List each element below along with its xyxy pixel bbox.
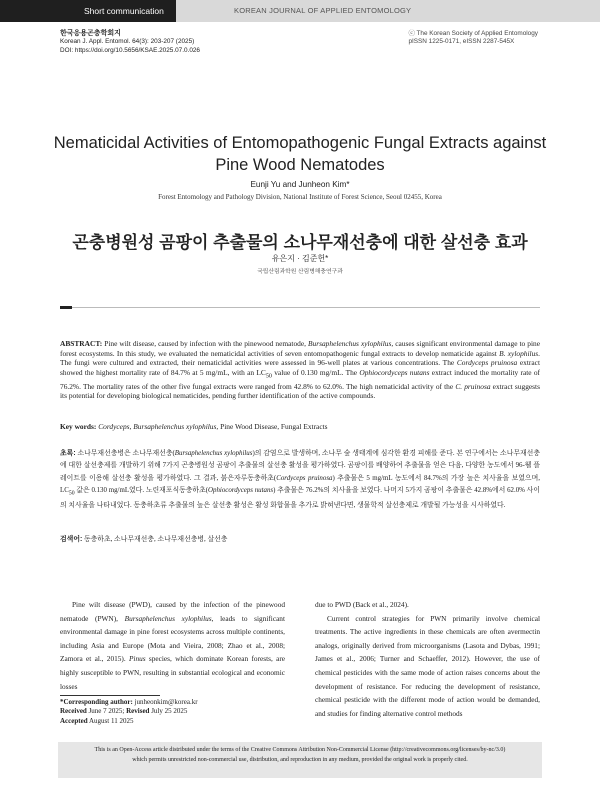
abstract-ko-species: Bursaphelenchus xylophilus <box>174 450 253 457</box>
body-text: species, which dominate Korean forests, are highly susceptible to PWN, resulting in substantial ecological and economic losses <box>60 654 285 691</box>
body-text: , leads to significant environmental damage in pine forest ecosystems across multiple continents, including Asia and Europe (Mota and Vieira, 2008; Zhao et al., 2008; Zamora et al., 2015). <box>60 613 285 664</box>
abstract-ko-text: )의 감염으로 발생하며, 소나무 숲 생태계에 심각한 환경 피해를 준다. 본 연구에서는 소나무재선충에 대한 살선충제를 개발하기 위해 7가지 곤충병원성 곰팡이 추출물의 살선충 활성을 평가하였다. 곰팡이를 배양하여 추출물을 얻은 다음, 다양한 농도에서 96-웰 플레이트를 이용해 살선충 활성을 평가하였다. 그 결과, 붉은자루동충하초( <box>60 450 540 482</box>
abstract-en <box>60 339 540 401</box>
received-label: Received <box>60 707 87 716</box>
authors-en: Eunji Yu and Junheon Kim* <box>250 180 350 189</box>
body-paragraph: Current control strategies for PWN primarily involve chemical treatments. The active ingredients in these chemicals are often avermectin analogs, originally derived from microorganisms (Lasota and Dybas, 1991; James et al., 2006; Turner and Schaeffer, 2012). However, the use of chemical pesticides with the same mode of action raises concerns about the development of resistance. For reducing the development of resistance, chemical pesticide with the different mode of action would be demanded, and studies for finding alternative control methods <box>315 613 540 718</box>
article-title-ko: 곤충병원성 곰팡이 추출물의 소나무재선충에 대한 살선충 효과 <box>72 233 528 252</box>
citation: Korean J. Appl. Entomol. 64(3): 203-207 (2025) <box>60 38 195 46</box>
abstract-ko-species: Cordyceps pruinosa <box>276 474 333 482</box>
keyword-separator: , <box>129 422 134 431</box>
abstract-species: Ophiocordyceps nutans <box>359 367 430 377</box>
license-box <box>58 742 542 778</box>
corresponding-author <box>60 698 285 707</box>
corresponding-email[interactable]: junheonkim@korea.kr <box>132 698 198 706</box>
received-revised <box>60 707 285 716</box>
abstract-text: extract suggests its potential for developing biological nematicides, pending further identification of the active compounds. <box>60 381 540 401</box>
accepted <box>60 717 285 726</box>
section-rule <box>72 307 540 308</box>
copyright: ⓒ The Korean Society of Applied Entomology <box>408 30 538 37</box>
abstract-ko-label: 초록: <box>60 450 76 457</box>
abstract-text: value of 0.130 mg/mL. The <box>271 367 360 377</box>
keywords-ko-text: 동충하초, 소나무재선충, 소나무재선충병, 살선충 <box>82 536 228 543</box>
keywords-ko-label: 검색어: <box>60 536 83 543</box>
body-paragraph <box>60 598 285 693</box>
citation-block <box>60 30 200 55</box>
revised-label: Revised <box>126 707 150 716</box>
accepted-date: August 11 2025 <box>87 716 134 725</box>
journal-title-ko: 한국응용곤충학회지 <box>60 30 121 37</box>
abstract-label: ABSTRACT: <box>60 339 103 348</box>
footnote-rule <box>60 695 160 696</box>
body-text: Pine wilt disease (PWD), caused by the infection of the pinewood nematode (PWN), <box>60 600 285 623</box>
abstract-species: B. xylophilus <box>499 348 539 358</box>
abstract-species: Bursaphelenchus xylophilus <box>308 339 392 348</box>
abstract-species: C. pruinosa <box>455 381 491 391</box>
keyword: , Pine Wood Disease, Fungal Extracts <box>216 422 328 431</box>
article-title-en: Nematicidal Activities of Entomopathogenic Fungal Extracts against Pine Wood Nematodes <box>53 134 547 174</box>
body-column-right <box>315 598 540 720</box>
body-column-left <box>60 598 285 693</box>
license-line: This is an Open-Access article distributed under the terms of the Creative Commons Attribution Non-Commercial License (http://creativecommons.org/licenses/by-nc/3.0) <box>94 747 506 753</box>
header-bar <box>0 0 600 22</box>
received-date: June 7 2025; <box>86 707 127 716</box>
section-rule-accent <box>60 306 72 309</box>
issn: pISSN 1225-0171, eISSN 2287-545X <box>408 38 515 46</box>
affiliation-ko: 국립산림과학원 산림병해충연구과 <box>257 269 343 275</box>
keyword: Bursaphelenchus xylophilus <box>133 422 217 431</box>
abstract-text: . The fungi were cultured and extracted, their nematicidal activities were assessed in 96-well plates at various concentrations. The <box>60 348 540 368</box>
keywords-ko <box>60 535 540 545</box>
abstract-text: extract induced the mortality rate of 76.2%. The mortality rates of the other five fungal extracts were ranged from 42.8% to 62.0%. The high nematicidal activity of the <box>60 367 540 391</box>
body-paragraph-continued: due to PWD (Back et al., 2024). <box>315 600 409 609</box>
footnote <box>60 698 285 726</box>
abstract-ko-text: ) 추출물은 5 mg/mL 농도에서 84.7%의 가장 높은 치사율을 보였으며, LC <box>60 474 540 494</box>
abstract-ko-text: 소나무재선충병은 소나무재선충( <box>75 450 175 457</box>
keyword: Cordyceps <box>98 422 130 431</box>
accepted-label: Accepted <box>60 716 88 725</box>
keywords-label: Key words: <box>60 422 97 431</box>
abstract-text: , causes significant environmental damage to pine forest ecosystems. In this study, we evaluated the nematicidal activities of seven entomopathogenic fungal extracts to develop nematicide against <box>60 339 541 358</box>
abstract-ko <box>60 448 540 512</box>
abstract-text: Pine wilt disease, caused by infection with the pinewood nematode, <box>102 339 309 348</box>
affiliation-en: Forest Entomology and Pathology Division, National Institute of Forest Science, Seoul 02455, Korea <box>158 193 442 201</box>
abstract-text: extract showed the highest mortality rate of 84.7% at 5 mg/mL, with an LC <box>60 358 541 377</box>
abstract-ko-subscript: 50 <box>68 490 75 497</box>
article-type-tag: Short communication <box>0 0 176 22</box>
abstract-ko-text: ) 추출물은 76.2%의 치사율을 보였다. 나머지 5가지 곰팡이 추출물은 42.8%에서 62.0% 사이의 치사율을 나타내었다. 동충하초류 추출물의 높은 살선충 활성은 활성 화합물을 추가로 밝혀낸다면, 생물학적 살선충제로 개발될 가능성을 시사하였다. <box>60 486 540 509</box>
body-species: Bursaphelenchus xylophilus <box>124 613 212 623</box>
keywords-en <box>60 422 540 432</box>
authors-ko: 유은지 · 김준헌* <box>271 254 329 263</box>
abstract-ko-text: 값은 0.130 mg/mL였다. 노린재포식동충하초( <box>74 486 209 494</box>
journal-banner: KOREAN JOURNAL OF APPLIED ENTOMOLOGY <box>176 0 600 22</box>
revised-date: July 25 2025 <box>149 707 188 716</box>
body-genus: Pinus <box>128 654 146 664</box>
doi[interactable]: DOI: https://doi.org/10.5656/KSAE.2025.07.0.026 <box>60 46 200 54</box>
abstract-subscript: 50 <box>265 373 272 380</box>
abstract-species: Cordyceps pruinosa <box>456 358 518 368</box>
copyright-block <box>408 30 538 47</box>
license-line: which permits unrestricted non-commercial use, distribution, and reproduction in any medium, provided the original work is properly cited. <box>132 756 468 763</box>
abstract-ko-species: Ophiocordyceps nutans <box>208 486 274 494</box>
corresponding-label: *Corresponding author: <box>60 698 133 706</box>
